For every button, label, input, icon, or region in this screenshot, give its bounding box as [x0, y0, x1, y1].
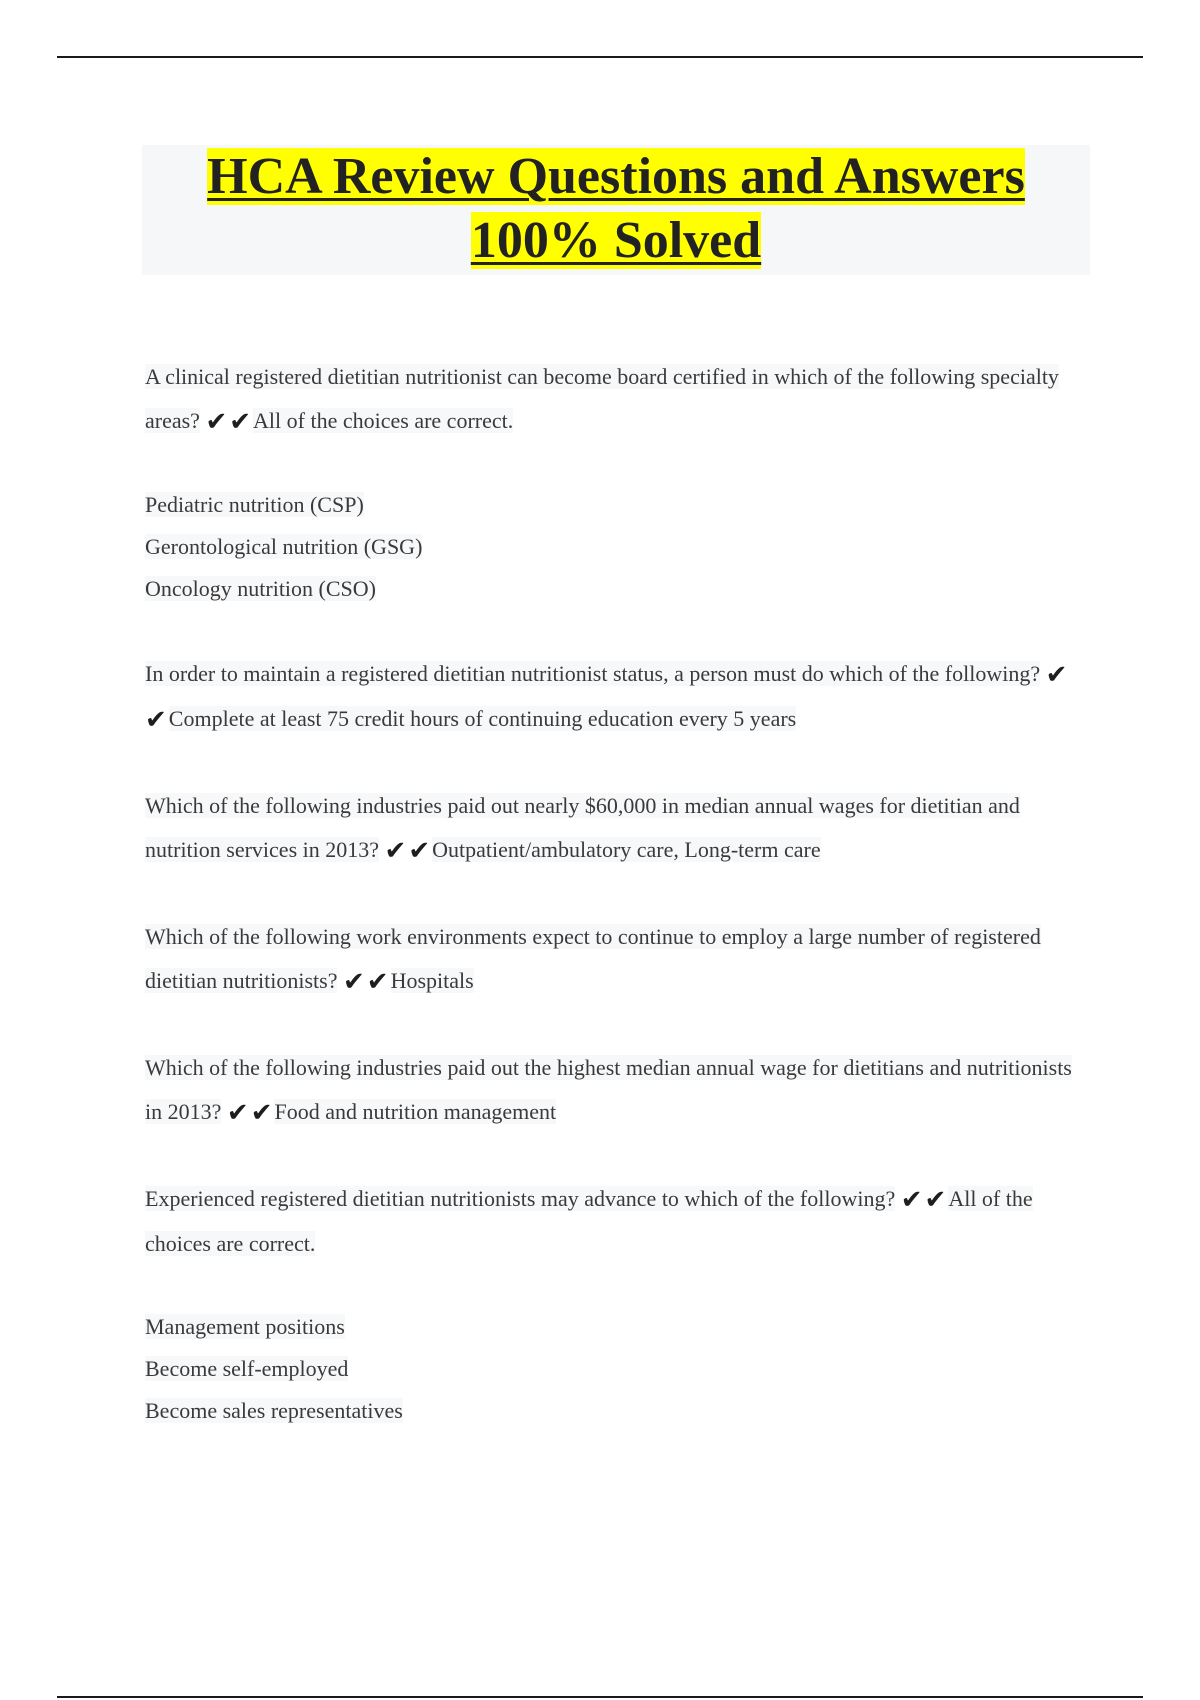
qa-item-1 [145, 355, 1085, 444]
answer-options-6 [145, 1306, 1085, 1432]
answer-text: Food and nutrition management [274, 1099, 557, 1124]
answer-options-1 [145, 484, 1085, 610]
question-text: Which of the following industries paid out nearly $60,000 in median annual wages for dietitian and nutrition services in 2013? [145, 793, 1020, 862]
qa-item-6 [145, 1177, 1085, 1266]
check-icon: ✔ [229, 407, 252, 437]
option-item: Become self-employed [145, 1356, 349, 1381]
header-rule [57, 56, 1143, 58]
check-icon: ✔ [145, 705, 167, 735]
check-icon: ✔ [205, 407, 228, 437]
check-icon: ✔ [366, 967, 389, 997]
option-item: Become sales representatives [145, 1398, 403, 1423]
check-icon: ✔ [1045, 660, 1068, 690]
option-item: Management positions [145, 1314, 345, 1339]
check-icon: ✔ [408, 836, 431, 866]
title-block [142, 145, 1090, 275]
option-item: Gerontological nutrition (GSG) [145, 534, 423, 559]
document-title-line-1: HCA Review Questions and Answers [207, 148, 1025, 205]
footer-rule [57, 1696, 1143, 1698]
qa-item-5 [145, 1046, 1085, 1135]
answer-text: Outpatient/ambulatory care, Long-term care [432, 837, 821, 862]
check-icon: ✔ [384, 836, 407, 866]
check-icon: ✔ [250, 1098, 273, 1128]
option-item: Oncology nutrition (CSO) [145, 576, 376, 601]
check-icon: ✔ [900, 1185, 923, 1215]
answer-text: All of the choices are correct. [253, 408, 514, 433]
check-icon: ✔ [924, 1185, 947, 1215]
check-icon: ✔ [342, 967, 365, 997]
question-text: Which of the following work environments expect to continue to employ a large number of registered dietitian nutritionists? [145, 924, 1041, 993]
question-text: Experienced registered dietitian nutritionists may advance to which of the following? [145, 1186, 896, 1211]
question-text: Which of the following industries paid out the highest median annual wage for dietitians and nutritionists in 2013? [145, 1055, 1072, 1124]
check-icon: ✔ [226, 1098, 249, 1128]
answer-text: All of the choices are correct. [145, 1186, 1033, 1256]
question-text: In order to maintain a registered dietitian nutritionist status, a person must do which of the following? [145, 661, 1041, 686]
qa-item-4 [145, 915, 1085, 1004]
qa-item-2 [145, 652, 1085, 742]
answer-text: Hospitals [390, 968, 474, 993]
answer-text: Complete at least 75 credit hours of continuing education every 5 years [168, 706, 797, 731]
document-title-line-2: 100% Solved [470, 212, 762, 269]
question-text: A clinical registered dietitian nutritionist can become board certified in which of the following specialty areas? [145, 364, 1059, 433]
qa-content [145, 355, 1085, 1474]
option-item: Pediatric nutrition (CSP) [145, 492, 364, 517]
qa-item-3 [145, 784, 1085, 873]
